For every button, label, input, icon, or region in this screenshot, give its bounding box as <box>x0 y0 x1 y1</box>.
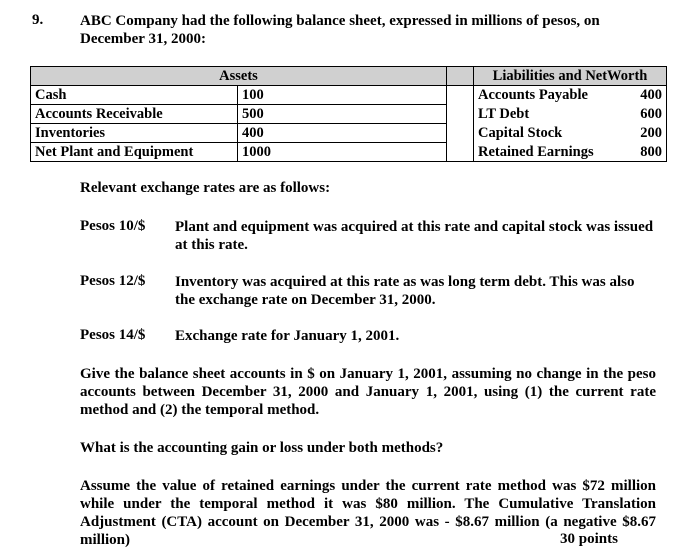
question-3: Assume the value of retained earnings under the current rate method was $72 million while under the temporal method it was $80 million. The Cumulative Translation Adjustment (CTA) account on December 31, 2000 was - $8.67 million (a negative $8.67 million) <box>80 478 656 548</box>
problem-number: 9. <box>32 12 44 28</box>
liability-label: LT Debt <box>478 106 530 122</box>
liability-cell <box>474 143 667 162</box>
asset-value: 1000 <box>238 143 447 162</box>
points-label: 30 points <box>560 531 618 547</box>
table-row <box>31 86 667 105</box>
liability-cell <box>474 86 667 105</box>
table-row <box>31 143 667 162</box>
assets-header: Assets <box>31 67 447 86</box>
liability-label: Retained Earnings <box>478 143 594 160</box>
liability-value: 200 <box>640 125 662 141</box>
liabilities-header: Liabilities and NetWorth <box>474 67 667 86</box>
rates-heading: Relevant exchange rates are as follows: <box>80 180 331 196</box>
rate-label: Pesos 14/$ <box>80 327 146 343</box>
asset-label: Cash <box>31 86 238 105</box>
asset-label: Inventories <box>31 124 238 143</box>
question-2: What is the accounting gain or loss under both methods? <box>80 440 444 456</box>
liability-cell <box>474 105 667 124</box>
liability-value: 800 <box>640 143 662 160</box>
rate-text: Exchange rate for January 1, 2001. <box>175 328 400 344</box>
problem-intro: ABC Company had the following balance sheet, expressed in millions of pesos, on December 31, 2000: <box>80 13 600 47</box>
liability-label: Accounts Payable <box>478 87 588 104</box>
rate-label: Pesos 12/$ <box>80 273 146 289</box>
liability-cell <box>474 124 667 143</box>
table-row <box>31 105 667 124</box>
liability-value: 400 <box>640 87 662 104</box>
liability-label: Capital Stock <box>478 125 563 141</box>
asset-value: 400 <box>238 124 447 143</box>
asset-label: Net Plant and Equipment <box>31 143 238 162</box>
table-row <box>31 124 667 143</box>
asset-value: 100 <box>238 86 447 105</box>
asset-label: Accounts Receivable <box>31 105 238 124</box>
balance-sheet-table <box>30 66 667 162</box>
rate-text: Inventory was acquired at this rate as was long term debt. This was also the exchange rate on December 31, 2000. <box>175 274 635 308</box>
liability-value: 600 <box>640 106 662 122</box>
rate-label: Pesos 10/$ <box>80 218 146 234</box>
rate-text: Plant and equipment was acquired at this rate and capital stock was issued at this rate. <box>175 219 654 253</box>
table-header-row <box>31 67 667 86</box>
asset-value: 500 <box>238 105 447 124</box>
question-1: Give the balance sheet accounts in $ on January 1, 2001, assuming no change in the peso accounts between December 31, 2000 and January 1, 2001, using (1) the current rate method and (2) the temporal method. <box>80 366 656 418</box>
